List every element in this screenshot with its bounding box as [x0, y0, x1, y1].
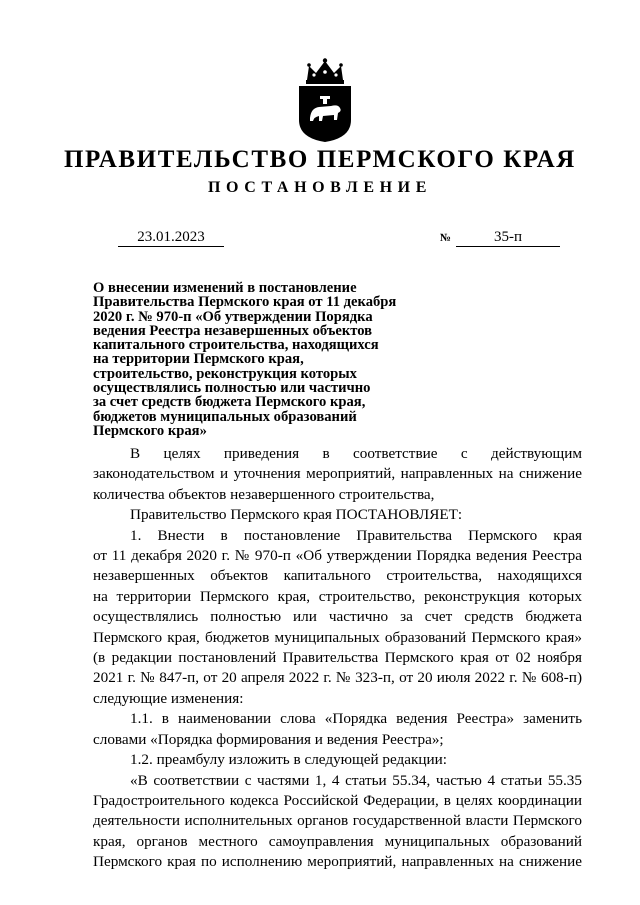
body-line: Правительство Пермского края ПОСТАНОВЛЯЕТ: — [130, 506, 463, 524]
body-line: 2021 г. № 847-п, от 20 апреля 2022 г. № 323-п, от 20 июля 2022 г. № 608-п) — [93, 669, 582, 687]
body-line: «В соответствии с частями 1, 4 статьи 55.34, частью 4 статьи 55.35 — [130, 771, 582, 789]
subject-line: Правительства Пермского края от 11 декабря — [93, 294, 397, 311]
body-line: (в редакции постановлений Правительства Пермского края от 02 ноября — [93, 649, 582, 667]
subject-line: капитального строительства, находящихся — [93, 337, 379, 354]
body-line: 1.2. преамбулу изложить в следующей редакции: — [130, 751, 447, 769]
subject-line: за счет средств бюджета Пермского края, — [93, 394, 366, 411]
document-body — [93, 444, 582, 873]
body-line: 1.1. в наименовании слова «Порядка ведения Реестра» заменить — [130, 710, 582, 728]
body-line: 1. Внести в постановление Правительства Пермского края — [130, 526, 582, 544]
subject-line: 2020 г. № 970-п «Об утверждении Порядка — [93, 308, 373, 325]
document-date: 23.01.2023 — [118, 228, 224, 247]
body-line: количества объектов незавершенного строительства, — [93, 485, 435, 503]
subject-line: на территории Пермского края, — [93, 351, 304, 368]
body-line: В целях приведения в соответствие с действующим — [130, 445, 582, 462]
subject-line: ведения Реестра незавершенных объектов — [93, 322, 373, 339]
subject-line: осуществлялись полностью или частично — [93, 380, 371, 397]
coat-of-arms-icon — [297, 58, 353, 142]
body-line: следующие изменения: — [93, 689, 244, 707]
body-line: Пермского края, бюджетов муниципальных образований Пермского края» — [93, 628, 582, 646]
body-line: на территории Пермского края, строительство, реконструкция которых — [93, 587, 582, 605]
body-line: края, органов местного самоуправления муниципальных образований — [93, 832, 582, 850]
subject-line: строительство, реконструкция которых — [93, 365, 357, 382]
subject-line: бюджетов муниципальных образований — [93, 408, 357, 425]
body-line: от 11 декабря 2020 г. № 970-п «Об утверждении Порядка ведения Реестра — [93, 547, 582, 565]
body-line: незавершенных объектов капитального строительства, находящихся — [93, 567, 582, 585]
body-line: Градостроительного кодекса Российской Федерации, в целях координации — [93, 791, 582, 809]
body-line: словами «Порядка формирования и ведения Реестра»; — [93, 730, 444, 748]
document-subject — [93, 281, 433, 438]
subject-line: Пермского края» — [93, 422, 207, 439]
body-line: законодательством и уточнения мероприятий, направленных на снижение — [93, 465, 582, 483]
document-number: 35-п — [456, 228, 560, 247]
number-sign: № — [440, 232, 452, 244]
org-title: ПРАВИТЕЛЬСТВО ПЕРМСКОГО КРАЯ — [64, 146, 576, 173]
document-type: ПОСТАНОВЛЕНИЕ — [208, 179, 432, 196]
body-line: Пермского края по исполнению мероприятий, направленных на снижение — [93, 853, 582, 871]
body-line: осуществлялись полностью или частично за счет средств бюджета — [93, 608, 582, 626]
subject-line: О внесении изменений в постановление — [93, 280, 357, 296]
body-line: деятельности исполнительных органов государственной власти Пермского — [93, 812, 582, 830]
